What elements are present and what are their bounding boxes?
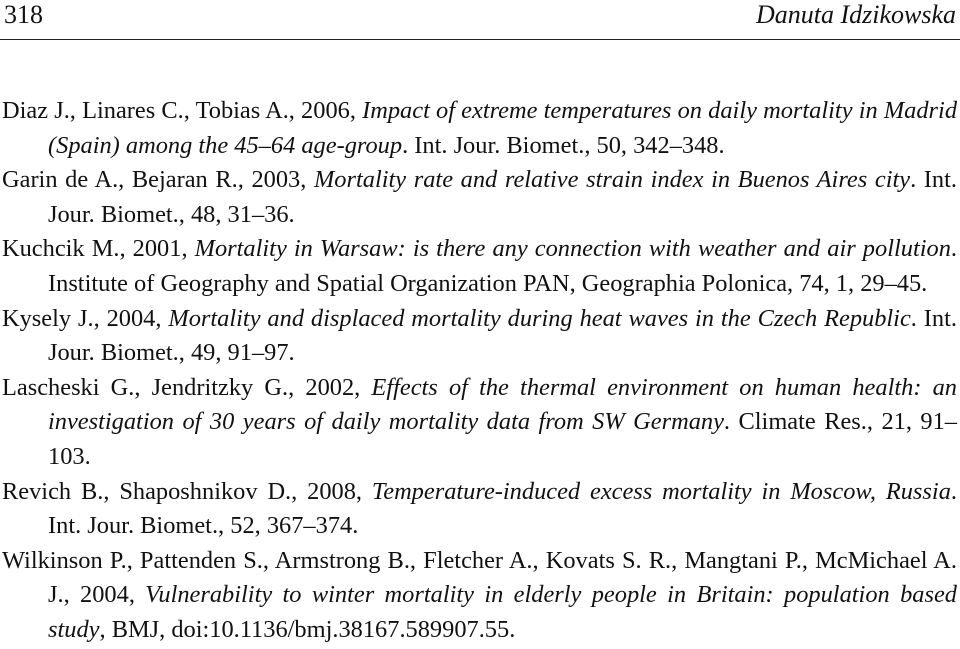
reference-title: Impact of extreme temperatures on daily mortality in Madrid (Spain) among the 45–64 age-group xyxy=(48,97,958,159)
reference-authors: Lascheski G., Jendritzky G., 2002, xyxy=(2,373,372,401)
reference-authors: Revich B., Shaposhnikov D., 2008, xyxy=(2,477,372,505)
reference-source: . Int. Jour. Biomet., 49, 91–97. xyxy=(48,304,957,367)
header-rule xyxy=(0,39,960,40)
reference-authors: Kuchcik M., 2001, xyxy=(2,235,195,263)
running-header xyxy=(2,0,956,34)
reference-title: Mortality and displaced mortality during heat waves in the Czech Republic xyxy=(168,304,911,332)
reference-item xyxy=(2,475,957,544)
reference-authors: Kysely J., 2004, xyxy=(2,304,169,332)
reference-source: . Int. Jour. Biomet., 48, 31–36. xyxy=(48,166,957,228)
reference-source: . Climate Res., 21, 91–103. xyxy=(48,408,957,470)
page-number: 318 xyxy=(4,0,43,29)
reference-title: Mortality rate and relative strain index in Buenos Aires city xyxy=(313,166,911,194)
reference-authors: Garin de A., Bejaran R., 2003, xyxy=(2,166,314,194)
reference-title: Temperature-induced excess mortality in Moscow, Russia xyxy=(371,477,951,505)
reference-title: Mortality in Warsaw: is there any connection with weather and air pollution xyxy=(194,235,951,263)
reference-title: Effects of the thermal environment on human health: an investigation of 30 years of daily mortality data from SW Germany xyxy=(48,373,957,436)
reference-source: . Institute of Geography and Spatial Organization PAN, Geographia Polonica, 74, 1, 29–45. xyxy=(48,235,958,297)
reference-authors: Wilkinson P., Pattenden S., Armstrong B., Fletcher A., Kovats S. R., Mangtani P., McMichael A. J., 2004, xyxy=(2,546,957,609)
reference-source: , BMJ, doi:10.1136/bmj.38167.589907.55. xyxy=(99,615,516,643)
reference-item xyxy=(2,232,957,301)
reference-title: Vulnerability to winter mortality in elderly people in Britain: population based study xyxy=(48,581,957,643)
reference-item xyxy=(2,94,957,163)
reference-source: . Int. Jour. Biomet., 50, 342–348. xyxy=(402,131,725,159)
reference-item xyxy=(2,371,957,475)
reference-source: . Int. Jour. Biomet., 52, 367–374. xyxy=(48,477,957,540)
reference-list xyxy=(2,94,957,648)
reference-item xyxy=(2,163,957,232)
reference-item xyxy=(2,302,957,371)
reference-authors: Diaz J., Linares C., Tobias A., 2006, xyxy=(2,97,363,124)
reference-item xyxy=(2,544,957,648)
running-author: Danuta Idzikowska xyxy=(755,0,956,29)
